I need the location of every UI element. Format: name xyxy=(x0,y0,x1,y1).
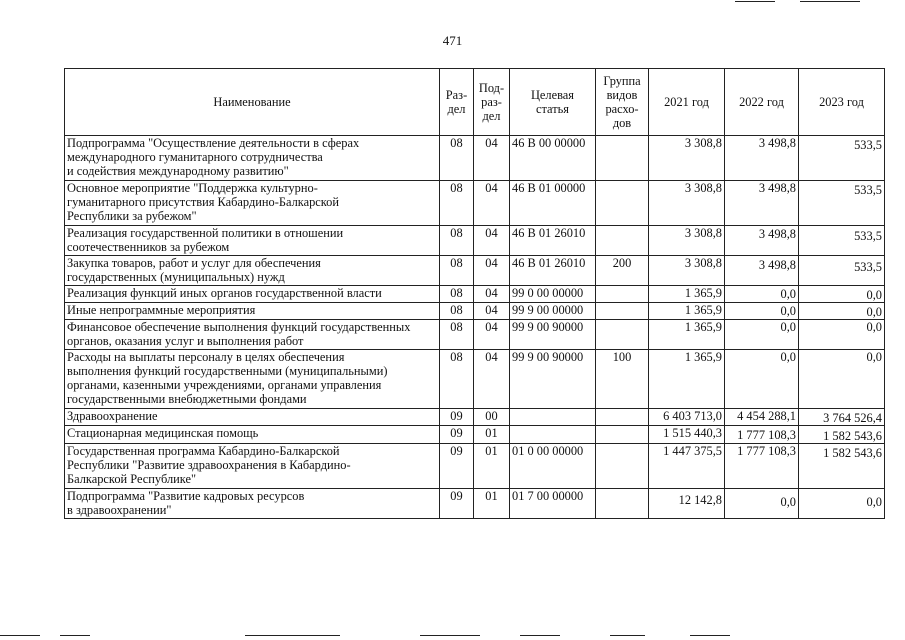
row-value-2022-text: 3 498,8 xyxy=(758,258,796,272)
table-row xyxy=(65,226,885,256)
row-subsection: 04 xyxy=(474,320,510,350)
row-value-2023 xyxy=(799,181,885,226)
row-value-2021 xyxy=(649,286,725,303)
row-value-2023-text: 0,0 xyxy=(866,288,882,302)
row-value-2023 xyxy=(799,136,885,181)
row-value-2022-text: 0,0 xyxy=(780,304,796,318)
row-value-2022-text: 1 777 108,3 xyxy=(737,428,796,442)
row-target xyxy=(510,426,596,444)
row-value-2023 xyxy=(799,409,885,426)
row-group xyxy=(596,286,649,303)
scan-artifact-top xyxy=(800,1,860,2)
row-value-2023-text: 1 582 543,6 xyxy=(823,429,882,443)
row-value-2023-text: 0,0 xyxy=(866,350,882,364)
row-subsection: 04 xyxy=(474,226,510,256)
table-row xyxy=(65,181,885,226)
row-section: 09 xyxy=(440,426,474,444)
row-target: 01 7 00 00000 xyxy=(510,489,596,519)
row-target: 01 0 00 00000 xyxy=(510,444,596,489)
row-target: 99 9 00 90000 xyxy=(510,350,596,409)
row-value-2021 xyxy=(649,489,725,519)
row-value-2021 xyxy=(649,226,725,256)
row-value-2023-text: 533,5 xyxy=(854,260,882,274)
row-value-2021 xyxy=(649,426,725,444)
scan-artifact-bottom xyxy=(60,635,90,636)
row-value-2023-text: 0,0 xyxy=(866,320,882,334)
row-value-2021-text: 1 515 440,3 xyxy=(663,426,722,440)
column-header-group: Группа видов расхо- дов xyxy=(596,69,649,136)
row-value-2023 xyxy=(799,303,885,320)
row-group xyxy=(596,303,649,320)
row-group xyxy=(596,136,649,181)
row-name: Иные непрограммные мероприятия xyxy=(65,303,440,320)
row-value-2023-text: 533,5 xyxy=(854,183,882,197)
row-group xyxy=(596,226,649,256)
row-value-2023-text: 3 764 526,4 xyxy=(823,411,882,425)
table-row xyxy=(65,350,885,409)
row-value-2023-text: 533,5 xyxy=(854,138,882,152)
scan-artifact-bottom xyxy=(420,635,480,636)
row-value-2022-text: 4 454 288,1 xyxy=(737,409,796,423)
column-header-section: Раз- дел xyxy=(440,69,474,136)
row-target: 99 9 00 90000 xyxy=(510,320,596,350)
row-value-2021-text: 3 308,8 xyxy=(684,226,722,240)
row-value-2021 xyxy=(649,320,725,350)
row-value-2022 xyxy=(725,136,799,181)
row-value-2021-text: 3 308,8 xyxy=(684,136,722,150)
row-value-2023 xyxy=(799,226,885,256)
row-value-2021 xyxy=(649,136,725,181)
row-value-2023 xyxy=(799,286,885,303)
row-subsection: 04 xyxy=(474,350,510,409)
row-value-2022 xyxy=(725,286,799,303)
row-group xyxy=(596,320,649,350)
page-number: 471 xyxy=(442,33,463,48)
row-section: 08 xyxy=(440,181,474,226)
row-value-2022 xyxy=(725,444,799,489)
row-value-2021-text: 12 142,8 xyxy=(678,493,722,507)
row-value-2022-text: 3 498,8 xyxy=(758,181,796,195)
row-subsection: 04 xyxy=(474,286,510,303)
row-section: 08 xyxy=(440,256,474,286)
row-target: 99 9 00 00000 xyxy=(510,303,596,320)
row-value-2023-text: 0,0 xyxy=(866,305,882,319)
row-value-2023 xyxy=(799,489,885,519)
row-name: Реализация государственной политики в отношении соотечественников за рубежом xyxy=(65,226,440,256)
row-value-2022-text: 0,0 xyxy=(780,320,796,334)
row-value-2022-text: 0,0 xyxy=(780,287,796,301)
row-value-2022-text: 3 498,8 xyxy=(758,227,796,241)
scan-artifact-bottom xyxy=(245,635,340,636)
row-group xyxy=(596,444,649,489)
row-value-2022-text: 0,0 xyxy=(780,350,796,364)
row-section: 09 xyxy=(440,409,474,426)
row-value-2023-text: 533,5 xyxy=(854,229,882,243)
budget-table xyxy=(64,68,885,519)
table-row xyxy=(65,444,885,489)
row-value-2021 xyxy=(649,409,725,426)
scan-artifact-bottom xyxy=(610,635,645,636)
row-section: 08 xyxy=(440,286,474,303)
table-row xyxy=(65,320,885,350)
row-section: 08 xyxy=(440,136,474,181)
row-name: Финансовое обеспечение выполнения функций государственных органов, оказания услуг и выполнения работ xyxy=(65,320,440,350)
row-target: 46 В 01 26010 xyxy=(510,256,596,286)
row-value-2021-text: 1 365,9 xyxy=(684,286,722,300)
row-value-2022 xyxy=(725,181,799,226)
row-name: Здравоохранение xyxy=(65,409,440,426)
row-value-2022 xyxy=(725,320,799,350)
row-value-2021 xyxy=(649,350,725,409)
row-section: 09 xyxy=(440,444,474,489)
row-section: 08 xyxy=(440,226,474,256)
row-value-2021 xyxy=(649,444,725,489)
row-value-2022 xyxy=(725,409,799,426)
table-body xyxy=(65,136,885,519)
row-value-2023-text: 1 582 543,6 xyxy=(823,446,882,460)
row-value-2023 xyxy=(799,256,885,286)
row-value-2023-text: 0,0 xyxy=(866,495,882,509)
table-row xyxy=(65,136,885,181)
row-subsection: 01 xyxy=(474,444,510,489)
row-section: 09 xyxy=(440,489,474,519)
row-name: Государственная программа Кабардино-Балкарской Республики "Развитие здравоохранения в Кабардино- Балкарской Республике" xyxy=(65,444,440,489)
row-value-2022 xyxy=(725,256,799,286)
row-target xyxy=(510,409,596,426)
row-value-2023 xyxy=(799,444,885,489)
column-header-subsection: Под- раз- дел xyxy=(474,69,510,136)
column-header-target: Целевая статья xyxy=(510,69,596,136)
row-group: 100 xyxy=(596,350,649,409)
row-value-2021-text: 1 447 375,5 xyxy=(663,444,722,458)
row-value-2021-text: 1 365,9 xyxy=(684,350,722,364)
scan-artifact-bottom xyxy=(690,635,730,636)
row-section: 08 xyxy=(440,350,474,409)
scan-artifact-bottom xyxy=(520,635,560,636)
row-value-2023 xyxy=(799,426,885,444)
scan-artifact-bottom xyxy=(0,635,40,636)
row-value-2022 xyxy=(725,426,799,444)
row-value-2021-text: 6 403 713,0 xyxy=(663,409,722,423)
table-row xyxy=(65,303,885,320)
row-name: Реализация функций иных органов государственной власти xyxy=(65,286,440,303)
row-value-2022-text: 1 777 108,3 xyxy=(737,444,796,458)
column-header-name: Наименование xyxy=(65,69,440,136)
row-subsection: 04 xyxy=(474,181,510,226)
row-value-2023 xyxy=(799,320,885,350)
table-row xyxy=(65,489,885,519)
row-group xyxy=(596,426,649,444)
column-header-2021: 2021 год xyxy=(649,69,725,136)
row-value-2022 xyxy=(725,226,799,256)
row-value-2021 xyxy=(649,181,725,226)
table-row xyxy=(65,409,885,426)
row-target: 46 В 01 00000 xyxy=(510,181,596,226)
table-row xyxy=(65,286,885,303)
row-value-2021-text: 3 308,8 xyxy=(684,181,722,195)
row-section: 08 xyxy=(440,320,474,350)
row-section: 08 xyxy=(440,303,474,320)
table-row xyxy=(65,256,885,286)
row-subsection: 04 xyxy=(474,256,510,286)
row-value-2022-text: 3 498,8 xyxy=(758,136,796,150)
row-group xyxy=(596,409,649,426)
row-value-2021 xyxy=(649,256,725,286)
row-value-2022 xyxy=(725,350,799,409)
row-value-2021-text: 3 308,8 xyxy=(684,256,722,270)
row-target: 46 В 01 26010 xyxy=(510,226,596,256)
row-subsection: 04 xyxy=(474,136,510,181)
row-group xyxy=(596,181,649,226)
row-value-2023 xyxy=(799,350,885,409)
row-group xyxy=(596,489,649,519)
column-header-2022: 2022 год xyxy=(725,69,799,136)
row-name: Закупка товаров, работ и услуг для обеспечения государственных (муниципальных) нужд xyxy=(65,256,440,286)
row-name: Основное мероприятие "Поддержка культурно- гуманитарного присутствия Кабардино-Балкарской Республики за рубежом" xyxy=(65,181,440,226)
row-subsection: 01 xyxy=(474,426,510,444)
row-subsection: 01 xyxy=(474,489,510,519)
row-value-2021-text: 1 365,9 xyxy=(684,320,722,334)
row-value-2022 xyxy=(725,303,799,320)
scan-artifact-top xyxy=(735,1,775,2)
row-subsection: 04 xyxy=(474,303,510,320)
table-header-row xyxy=(65,69,885,136)
row-subsection: 00 xyxy=(474,409,510,426)
row-target: 46 В 00 00000 xyxy=(510,136,596,181)
row-value-2022-text: 0,0 xyxy=(780,495,796,509)
row-target: 99 0 00 00000 xyxy=(510,286,596,303)
column-header-2023: 2023 год xyxy=(799,69,885,136)
row-value-2021-text: 1 365,9 xyxy=(684,303,722,317)
row-name: Подпрограмма "Осуществление деятельности в сферах международного гуманитарного сотрудничества и содействия международному развитию" xyxy=(65,136,440,181)
row-name: Расходы на выплаты персоналу в целях обеспечения выполнения функций государственными (муниципальными) органами, казенными учреждениями, органами управления государственными внебюджетными фондами xyxy=(65,350,440,409)
row-name: Подпрограмма "Развитие кадровых ресурсов в здравоохранении" xyxy=(65,489,440,519)
row-value-2022 xyxy=(725,489,799,519)
table-row xyxy=(65,426,885,444)
row-group: 200 xyxy=(596,256,649,286)
row-value-2021 xyxy=(649,303,725,320)
row-name: Стационарная медицинская помощь xyxy=(65,426,440,444)
